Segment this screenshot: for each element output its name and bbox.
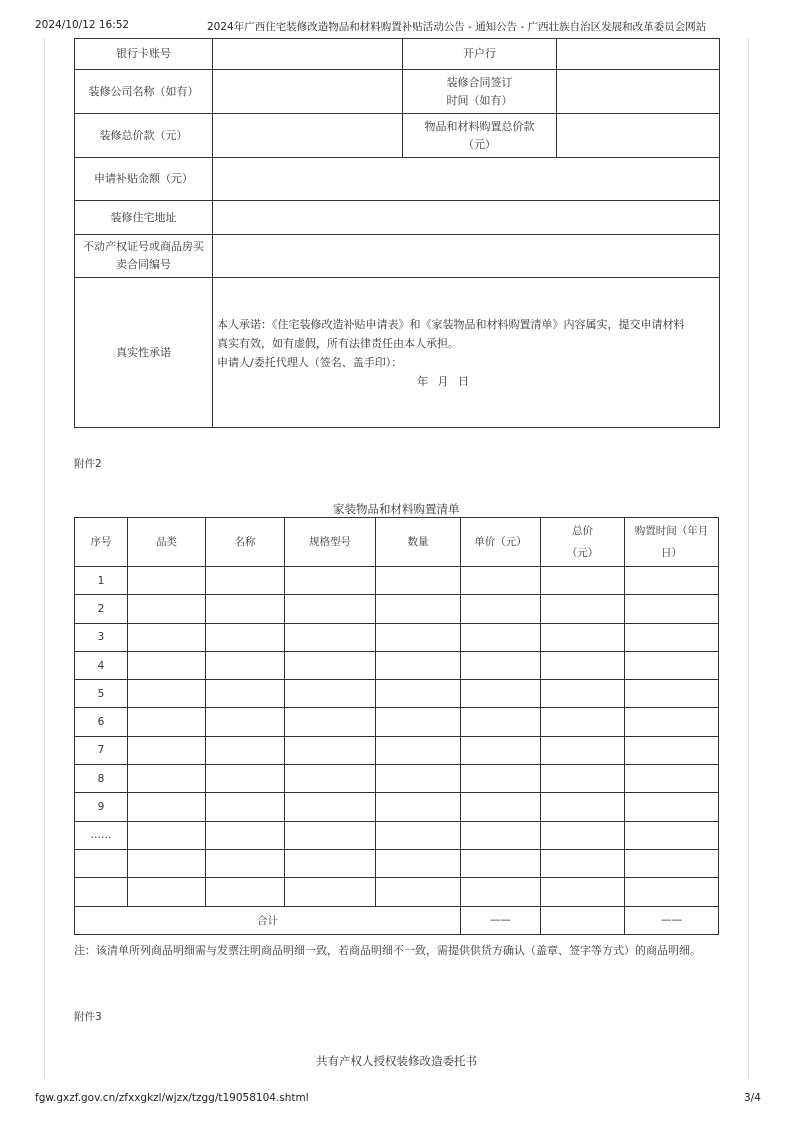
row-cell (128, 765, 206, 793)
table-row (75, 736, 719, 764)
row-index: 3 (75, 623, 128, 651)
row-cell (285, 849, 376, 877)
row-cell (206, 793, 285, 821)
row-cell (285, 736, 376, 764)
row-cell (625, 736, 719, 764)
row-cell (128, 821, 206, 849)
row-cell (461, 736, 541, 764)
table-row (75, 567, 719, 595)
row-cell (285, 567, 376, 595)
sum-total-price (541, 906, 625, 934)
col-header-quantity: 数量 (376, 518, 461, 567)
address-label: 装修住宅地址 (75, 201, 213, 235)
row-cell (128, 623, 206, 651)
row-cell (541, 651, 625, 679)
goods-total-label-line2: （元） (463, 137, 496, 151)
goods-total-value (557, 114, 720, 158)
row-index: 7 (75, 736, 128, 764)
row-cell (625, 765, 719, 793)
row-cell (206, 765, 285, 793)
pledge-date: 年 月 日 (417, 374, 469, 388)
row-index: 2 (75, 595, 128, 623)
row-cell (541, 595, 625, 623)
sum-label: 合计 (75, 906, 461, 934)
row-index: 6 (75, 708, 128, 736)
row-cell (376, 821, 461, 849)
authenticity-label: 真实性承诺 (75, 278, 213, 428)
row-cell (461, 623, 541, 651)
row-index (75, 849, 128, 877)
row-cell (206, 595, 285, 623)
list-note: 注：该清单所列商品明细需与发票注明商品明细一致，若商品明细不一致，需提供供货方确认（盖章、签字等方式）的商品明细。 (74, 944, 701, 957)
row-cell (285, 651, 376, 679)
row-index: 4 (75, 651, 128, 679)
row-cell (625, 849, 719, 877)
row-cell (206, 736, 285, 764)
subsidy-application-table (74, 38, 720, 428)
print-page-title: 2024年广西住宅装修改造物品和材料购置补贴活动公告 - 通知公告 - 广西壮族自治区发展和改革委员会网站 (207, 21, 707, 33)
row-cell (285, 680, 376, 708)
row-cell (206, 623, 285, 651)
row-cell (376, 623, 461, 651)
row-cell (625, 821, 719, 849)
table-row (75, 651, 719, 679)
row-cell (206, 878, 285, 906)
row-cell (541, 878, 625, 906)
table-row (75, 680, 719, 708)
row-cell (285, 623, 376, 651)
property-label (75, 235, 213, 278)
attachment3-label: 附件3 (74, 1011, 102, 1023)
row-cell (541, 623, 625, 651)
print-datetime: 2024/10/12 16:52 (35, 19, 130, 31)
row-cell (625, 623, 719, 651)
row-cell (128, 878, 206, 906)
property-label-line2: 卖合同编号 (116, 258, 171, 271)
row-cell (376, 793, 461, 821)
attachment2-label: 附件2 (74, 458, 102, 470)
row-cell (625, 567, 719, 595)
row-cell (625, 878, 719, 906)
row-cell (285, 878, 376, 906)
table-row (75, 595, 719, 623)
row-index: 8 (75, 765, 128, 793)
subsidy-amount-label: 申请补贴金额（元） (75, 158, 213, 201)
row-cell (128, 736, 206, 764)
row-index: 5 (75, 680, 128, 708)
row-cell (461, 878, 541, 906)
total-price-label: 装修总价款（元） (75, 114, 213, 158)
row-cell (541, 680, 625, 708)
col-header-total-line2: （元） (566, 547, 599, 559)
property-value (213, 235, 720, 278)
row-cell (541, 793, 625, 821)
row-cell (461, 849, 541, 877)
row-cell (541, 708, 625, 736)
row-cell (128, 793, 206, 821)
row-cell (376, 708, 461, 736)
row-cell (285, 708, 376, 736)
col-header-total-line1: 总价 (572, 525, 593, 537)
table-row (75, 878, 719, 906)
row-cell (128, 567, 206, 595)
pledge-line-2: 真实有效，如有虚假，所有法律责任由本人承担。 (217, 336, 459, 350)
authenticity-pledge (213, 278, 720, 428)
col-header-unit-price: 单价（元） (461, 518, 541, 567)
row-cell (128, 680, 206, 708)
table-row (75, 708, 719, 736)
row-index: 1 (75, 567, 128, 595)
row-cell (128, 595, 206, 623)
row-cell (285, 821, 376, 849)
col-header-category: 品类 (128, 518, 206, 567)
col-header-index: 序号 (75, 518, 128, 567)
table-row (75, 821, 719, 849)
table-row (75, 623, 719, 651)
table-row (75, 793, 719, 821)
row-cell (461, 765, 541, 793)
contract-date-label (403, 70, 557, 114)
bank-account-label: 银行卡账号 (75, 39, 213, 70)
row-cell (461, 680, 541, 708)
row-cell (541, 567, 625, 595)
total-price-value (213, 114, 403, 158)
row-cell (206, 651, 285, 679)
col-header-name: 名称 (206, 518, 285, 567)
company-label: 装修公司名称（如有） (75, 70, 213, 114)
sum-unit-price: —— (461, 906, 541, 934)
col-header-time-line2: 日） (661, 547, 682, 559)
row-index: 9 (75, 793, 128, 821)
row-cell (625, 708, 719, 736)
row-cell (461, 821, 541, 849)
row-cell (128, 708, 206, 736)
row-cell (376, 651, 461, 679)
page-right-edge (748, 38, 749, 1078)
row-cell (285, 595, 376, 623)
row-cell (461, 651, 541, 679)
attachment2-title: 家装物品和材料购置清单 (333, 502, 460, 516)
page-left-edge (44, 38, 45, 1078)
row-index (75, 878, 128, 906)
row-cell (206, 708, 285, 736)
row-cell (625, 680, 719, 708)
purchase-list-table (74, 517, 719, 935)
row-cell (206, 680, 285, 708)
row-cell (461, 595, 541, 623)
row-cell (206, 849, 285, 877)
contract-date-label-line2: 时间（如有） (446, 93, 513, 107)
company-value (213, 70, 403, 114)
goods-total-label-line1: 物品和材料购置总价款 (424, 119, 535, 133)
row-cell (376, 567, 461, 595)
row-cell (541, 736, 625, 764)
row-cell (541, 849, 625, 877)
contract-date-value (557, 70, 720, 114)
sum-purchase-time: —— (625, 906, 719, 934)
row-cell (541, 821, 625, 849)
row-cell (541, 765, 625, 793)
col-header-model: 规格型号 (285, 518, 376, 567)
row-cell (206, 821, 285, 849)
contract-date-label-line1: 装修合同签订 (446, 75, 513, 89)
subsidy-amount-value (213, 158, 720, 201)
goods-total-label (403, 114, 557, 158)
row-cell (461, 708, 541, 736)
row-cell (285, 793, 376, 821)
row-index: …… (75, 821, 128, 849)
property-label-line1: 不动产权证号或商品房买 (83, 240, 204, 253)
footer-page-number: 3/4 (744, 1092, 761, 1104)
col-header-purchase-time (625, 518, 719, 567)
row-cell (128, 849, 206, 877)
pledge-line-1: 本人承诺：《住宅装修改造补贴申请表》和《家装物品和材料购置清单》内容属实，提交申请材料 (217, 317, 685, 331)
table-row (75, 765, 719, 793)
row-cell (376, 849, 461, 877)
row-cell (206, 567, 285, 595)
row-cell (376, 680, 461, 708)
row-cell (625, 595, 719, 623)
pledge-line-3: 申请人/委托代理人（签名、盖手印）： (217, 355, 403, 369)
row-cell (461, 793, 541, 821)
row-cell (376, 765, 461, 793)
row-cell (128, 651, 206, 679)
row-cell (461, 567, 541, 595)
col-header-total-price (541, 518, 625, 567)
row-cell (376, 736, 461, 764)
row-cell (376, 878, 461, 906)
attachment3-title: 共有产权人授权装修改造委托书 (316, 1054, 477, 1068)
row-cell (625, 651, 719, 679)
footer-url: fgw.gxzf.gov.cn/zfxxgkzl/wjzx/tzgg/t19058104.shtml (35, 1092, 309, 1104)
table-row (75, 849, 719, 877)
row-cell (285, 765, 376, 793)
bank-label: 开户行 (403, 39, 557, 70)
address-value (213, 201, 720, 235)
bank-account-value (213, 39, 403, 70)
row-cell (625, 793, 719, 821)
bank-value (557, 39, 720, 70)
col-header-time-line1: 购置时间（年月 (634, 525, 709, 537)
row-cell (376, 595, 461, 623)
